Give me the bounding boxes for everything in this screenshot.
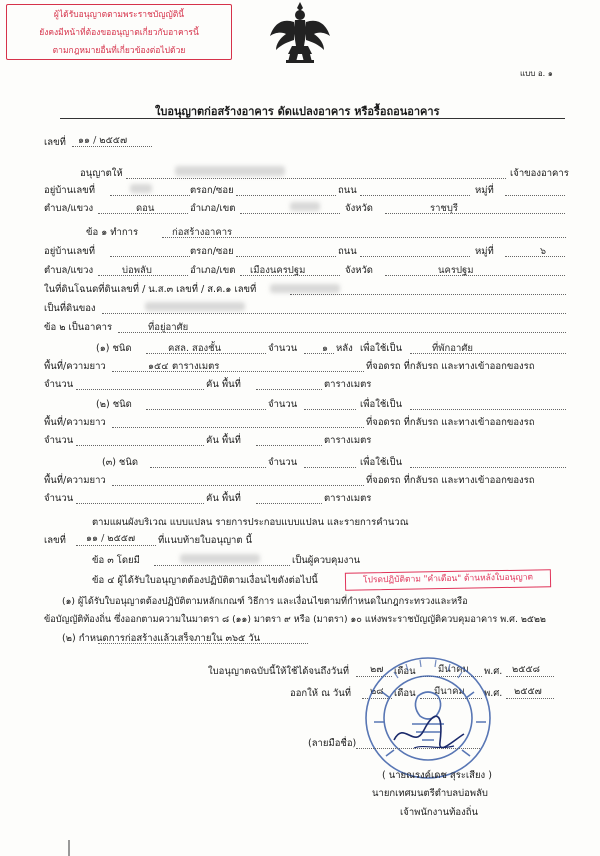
province-value: ราชบุรี: [430, 203, 459, 214]
house-no-label: อยู่บ้านเลขที่: [44, 185, 95, 196]
redacted-owner: [175, 166, 285, 176]
redacted-deed-no: [270, 284, 340, 293]
item2-parking-label: ที่จอดรถ ที่กลับรถ และทางเข้าออกของรถ: [366, 417, 535, 428]
c1-alley-label: ตรอก/ซอย: [190, 246, 234, 257]
valid-month-label: เดือน: [394, 666, 416, 677]
item3-area-label: พื้นที่/ความยาว: [44, 475, 106, 486]
land-owner-label: เป็นที่ดินของ: [44, 303, 96, 314]
issued-month-label: เดือน: [394, 688, 416, 699]
clause4-cond1-line1: (๑) ผู้ได้รับใบอนุญาตต้องปฏิบัติตามหลักเกณฑ์ วิธีการ และเงื่อนไขตามที่กำหนดในกฎกระทรวงและหรือ: [62, 596, 468, 607]
redacted-house-no: [130, 184, 152, 193]
item1-qty-value: ๑: [322, 343, 329, 354]
item3-use-label: เพื่อใช้เป็น: [360, 457, 403, 468]
valid-year: ๒๕๕๘: [512, 664, 540, 675]
item1-parking-label: ที่จอดรถ ที่กลับรถ และทางเข้าออกของรถ: [366, 361, 535, 372]
document-title: ใบอนุญาตก่อสร้างอาคาร ดัดแปลงอาคาร หรือรื้อถอนอาคาร: [155, 105, 440, 118]
c1-province-value: นครปฐม: [438, 265, 474, 276]
permit-to-label: อนุญาตให้: [80, 168, 123, 179]
signatory-position-2: เจ้าพนักงานท้องถิ่น: [400, 807, 478, 818]
plan-no-label: เลขที่: [44, 535, 66, 546]
clause1-label: ข้อ ๑ ทำการ: [86, 227, 139, 238]
clause3-label: ข้อ ๓ โดยมี: [92, 555, 140, 566]
item2-type-label: (๒) ชนิด: [96, 399, 132, 410]
red-box-line-1: ผู้ได้รับอนุญาตตามพระราชบัญญัตินี้: [53, 10, 185, 20]
clause4-cond2: (๒) กำหนดการก่อสร้างแล้วเสร็จภายใน ๓๖๕ วัน: [62, 633, 261, 644]
item3-qty-label: จำนวน: [268, 457, 298, 468]
c1-house-no-label: อยู่บ้านเลขที่: [44, 246, 95, 257]
item1-unit: หลัง: [336, 343, 353, 354]
redacted-land-owner: [145, 302, 245, 311]
clause3-suffix: เป็นผู้ควบคุมงาน: [292, 555, 361, 566]
garuda-emblem-icon: [268, 0, 332, 66]
item3-count-label: จำนวน: [44, 493, 74, 504]
valid-month: มีนาคม: [438, 664, 469, 675]
title-divider: [60, 118, 565, 119]
ink-mark: [68, 840, 70, 856]
red-notice-box: [6, 4, 232, 60]
moo-label: หมู่ที่: [475, 185, 494, 196]
clause4-label: ข้อ ๔ ผู้ได้รับใบอนุญาตต้องปฏิบัติตามเงื่อนไขดังต่อไปนี้: [92, 575, 318, 586]
c1-road-label: ถนน: [338, 246, 357, 257]
issued-label: ออกให้ ณ วันที่: [290, 688, 352, 699]
clause1-action: ก่อสร้างอาคาร: [172, 227, 233, 238]
item3-parking-label: ที่จอดรถ ที่กลับรถ และทางเข้าออกของรถ: [366, 475, 535, 486]
number-label: เลขที่: [44, 137, 66, 148]
valid-day: ๒๗: [370, 664, 384, 675]
owner-suffix: เจ้าของอาคาร: [510, 168, 569, 179]
warning-notice: โปรดปฏิบัติตาม "คำเตือน" ด้านหลังใบอนุญาต: [345, 569, 551, 591]
signatory-name: ( นายณรงค์เดช สุระเสียง ): [382, 770, 492, 781]
c1-district-label: อำเภอ/เขต: [190, 265, 236, 276]
redacted-supervisor: [180, 554, 260, 563]
item2-area-label: พื้นที่/ความยาว: [44, 417, 106, 428]
item1-count-label: จำนวน: [44, 379, 74, 390]
signature-label: (ลายมือชื่อ): [308, 738, 357, 749]
c1-province-label: จังหวัด: [345, 265, 373, 276]
item1-use-label: เพื่อใช้เป็น: [360, 343, 403, 354]
number-value: ๑๑ / ๒๕๕๗: [78, 135, 128, 146]
item2-count-label: จำนวน: [44, 435, 74, 446]
c1-subdistrict-label: ตำบล/แขวง: [44, 265, 94, 276]
subdistrict-value: ดอน: [136, 203, 155, 214]
valid-label: ใบอนุญาตฉบับนี้ให้ใช้ได้จนถึงวันที่: [208, 666, 349, 677]
red-box-line-3: ตามกฎหมายอื่นที่เกี่ยวข้องต่อไปด้วย: [52, 46, 186, 56]
item1-car-unit: คัน พื้นที่: [206, 379, 241, 390]
item1-type-label: (๑) ชนิด: [96, 343, 132, 354]
item1-area-label: พื้นที่/ความยาว: [44, 361, 106, 372]
province-label: จังหวัด: [345, 203, 373, 214]
handwritten-signature: [384, 700, 474, 770]
issued-day: ๒๘: [370, 686, 384, 697]
item2-sqm: ตารางเมตร: [324, 435, 372, 446]
c1-moo-value: ๖: [540, 246, 547, 257]
clause2-label: ข้อ ๒ เป็นอาคาร: [44, 322, 113, 333]
valid-year-label: พ.ศ.: [484, 666, 503, 677]
issued-year-label: พ.ศ.: [484, 688, 503, 699]
item1-area-value: ๑๕๔: [148, 361, 169, 372]
red-box-line-2: ยังคงมีหน้าที่ต้องขออนุญาตเกี่ยวกับอาคารนี้: [39, 28, 199, 38]
plan-suffix: ที่แนบท้ายใบอนุญาต นี้: [158, 535, 253, 546]
form-code: แบบ อ. ๑: [520, 69, 553, 78]
signatory-position-1: นายกเทศมนตรีตำบลบ่อพลับ: [372, 788, 488, 799]
c1-moo-label: หมู่ที่: [475, 246, 494, 257]
issued-year: ๒๕๕๗: [514, 686, 542, 697]
subdistrict-label: ตำบล/แขวง: [44, 203, 94, 214]
item3-type-label: (๓) ชนิด: [102, 457, 139, 468]
item2-qty-label: จำนวน: [268, 399, 298, 410]
land-deed-label: ในที่ดินโฉนดที่ดินเลขที่ / น.ส.๓ เลขที่ / ส.ค.๑ เลขที่: [44, 284, 257, 295]
item3-car-unit: คัน พื้นที่: [206, 493, 241, 504]
item3-sqm: ตารางเมตร: [324, 493, 372, 504]
c1-subdistrict-value: บ่อพลับ: [122, 265, 152, 276]
c1-district-value: เมืองนครปฐม: [250, 265, 306, 276]
item2-use-label: เพื่อใช้เป็น: [360, 399, 403, 410]
item1-qty-label: จำนวน: [268, 343, 298, 354]
plan-line-1: ตามแผนผังบริเวณ แบบแปลน รายการประกอบแบบแปลน และรายการคำนวณ: [92, 517, 409, 528]
issued-month: มีนาคม: [434, 686, 465, 697]
district-label: อำเภอ/เขต: [190, 203, 236, 214]
item1-use-value: ที่พักอาศัย: [432, 343, 473, 354]
alley-label: ตรอก/ซอย: [190, 185, 234, 196]
item1-area-unit: ตารางเมตร: [172, 361, 220, 372]
clause4-cond1-line2: ข้อบัญญัติท้องถิ่น ซึ่งออกตามความในมาตรา ๘ (๑๑) มาตรา ๙ หรือ (มาตรา) ๑๐ แห่งพระราชบัญญัติควบคุมอาคาร พ.ศ. ๒๕๒๒: [44, 614, 546, 625]
road-label: ถนน: [338, 185, 357, 196]
item1-type-value: คสล. สองชั้น: [168, 343, 222, 354]
plan-no-value: ๑๑ / ๒๕๕๗: [86, 533, 136, 544]
redacted-district: [290, 202, 320, 211]
clause2-value: ที่อยู่อาศัย: [148, 322, 189, 333]
item1-sqm: ตารางเมตร: [324, 379, 372, 390]
item2-car-unit: คัน พื้นที่: [206, 435, 241, 446]
